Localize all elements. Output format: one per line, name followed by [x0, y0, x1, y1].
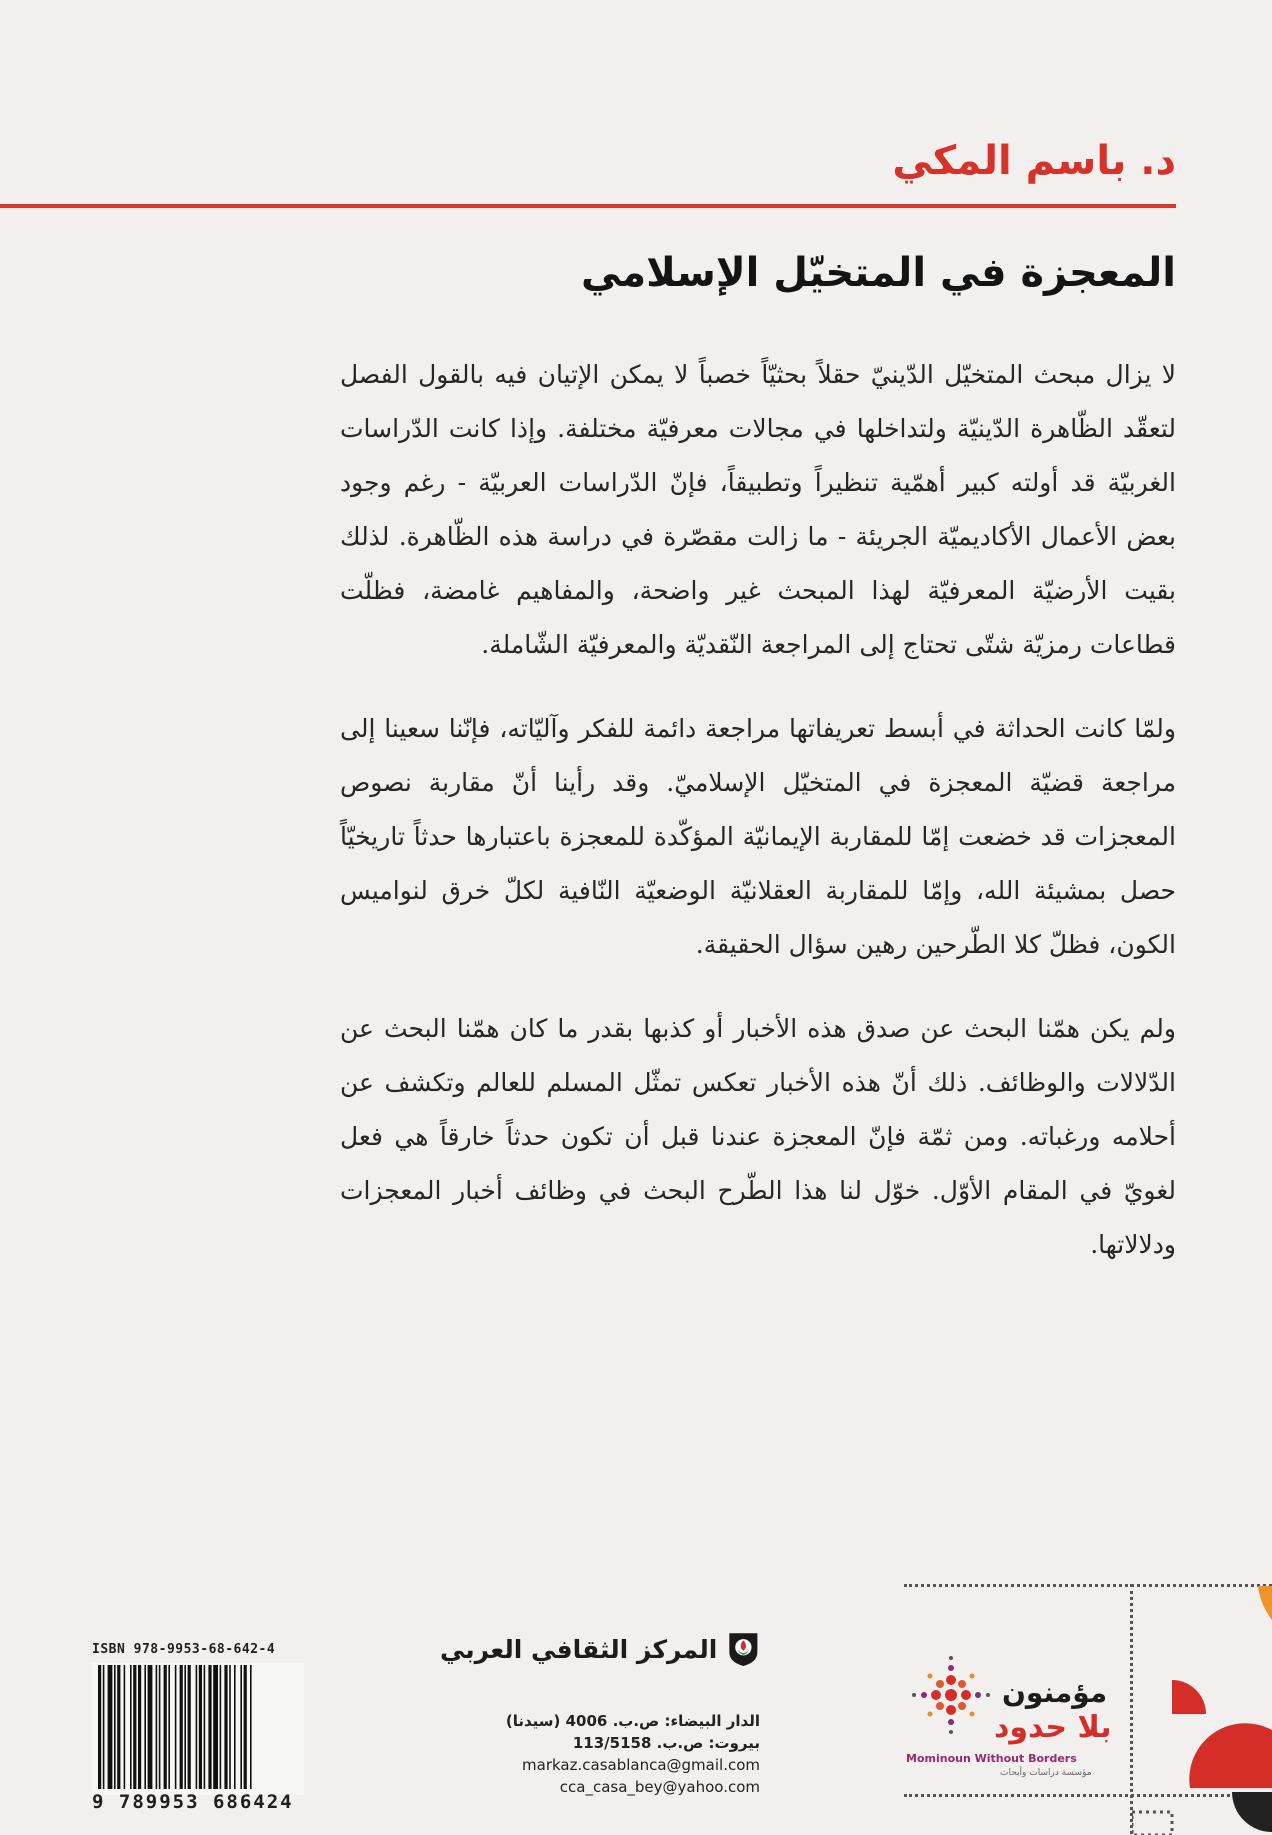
barcode-block: [92, 1642, 304, 1813]
mominoun-arabic-line1: مؤمنون: [1002, 1676, 1108, 1709]
publisher-block: [440, 1618, 760, 1798]
decorative-shapes-icon: [1132, 1580, 1272, 1835]
book-title: المعجزة في المتخيّل الإسلامي: [580, 250, 1176, 296]
publisher-email-1: markaz.casablanca@gmail.com: [522, 1756, 760, 1774]
paragraph-1: لا يزال مبحث المتخيّل الدّينيّ حقلاً بحثيّاً خصباً لا يمكن الإتيان فيه بالقول الفصل لتعقّد الظّاهرة الدّينيّة ولتداخلها في مجالات معرفيّة مختلفة. وإذا كانت الدّراسات الغربيّة قد أولته كبير أهمّية تنظيراً وتطبيقاً، فإنّ الدّراسات العربيّة - رغم وجود بعض الأعمال الأكاديميّة الجريئة - ما زالت مقصّرة في دراسة هذه الظّاهرة. لذلك بقيت الأرضيّة المعرفيّة لهذا المبحث غير واضحة، والمفاهيم غامضة، فظلّت قطاعات رمزيّة شتّى تحتاج إلى المراجعة النّقديّة والمعرفيّة الشّاملة.: [340, 360, 1176, 659]
red-divider: [0, 204, 1176, 208]
mominoun-english: Mominoun Without Borders: [906, 1752, 1077, 1765]
mominoun-logo-icon: [906, 1650, 996, 1740]
publisher-logo-icon: [727, 1618, 760, 1680]
publisher-email-2: cca_casa_bey@yahoo.com: [559, 1778, 760, 1796]
publisher-name: المركز الثقافي العربي: [440, 1634, 718, 1664]
barcode-icon: [92, 1663, 304, 1795]
publisher-address-casablanca: الدار البيضاء: ص.ب. 4006 (سيدنا): [505, 1712, 760, 1730]
mominoun-arabic-line2: بلا حدود: [994, 1710, 1112, 1745]
author-name: د. باسم المكي: [892, 138, 1176, 184]
paragraph-3: ولم يكن همّنا البحث عن صدق هذه الأخبار أو كذبها بقدر ما كان همّنا البحث عن الدّلالات والوظائف. ذلك أنّ هذه الأخبار تعكس تمثّل المسلم للعالم وتكشف عن أحلامه ورغباته. ومن ثمّة فإنّ المعجزة عندنا قبل أن تكون حدثاً خارقاً هي فعل لغويّ في المقام الأوّل. خوّل لنا هذا الطّرح البحث في وظائف أخبار المعجزات ودلالاتها.: [340, 1014, 1177, 1259]
mominoun-subtitle: مؤسسة دراسات وأبحاث: [1000, 1768, 1092, 1778]
blurb-text: [340, 348, 1176, 1302]
paragraph-2: ولمّا كانت الحداثة في أبسط تعريفاتها مراجعة دائمة للفكر وآليّاته، فإنّنا سعينا إلى مراجعة قضيّة المعجزة في المتخيّل الإسلاميّ. وقد رأينا أنّ مقاربة نصوص المعجزات قد خضعت إمّا للمقاربة الإيمانيّة المؤكّدة للمعجزة باعتبارها حدثاً تاريخيّاً حصل بمشيئة الله، وإمّا للمقاربة العقلانيّة الوضعيّة النّافية لكلّ خرق لنواميس الكون، فظلّ كلا الطّرحين رهين سؤال الحقيقة.: [340, 714, 1176, 959]
isbn-label: ISBN 978-9953-68-642-4: [92, 1642, 276, 1657]
barcode-digits: 9 789953 686424: [92, 1791, 294, 1813]
mominoun-block: [890, 1580, 1272, 1835]
publisher-address-beirut: بيروت: ص.ب. 113/5158: [572, 1734, 760, 1752]
